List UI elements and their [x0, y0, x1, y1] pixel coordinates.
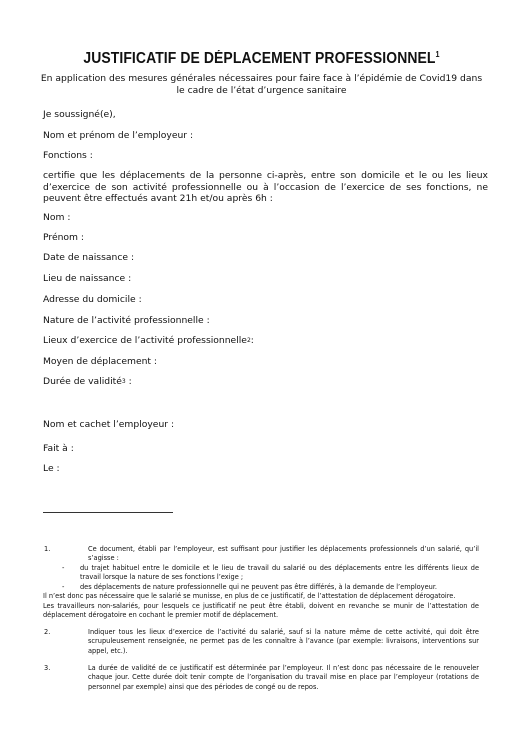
employer-stamp-field: Nom et cachet l’employeur : [43, 419, 175, 430]
work-places-field [43, 335, 488, 347]
work-places-footnote-marker: 2 [246, 337, 251, 344]
activity-nature-field: Nature de l’activité professionnelle : [43, 315, 210, 326]
validity-colon: : [125, 376, 132, 387]
certification-paragraph: certifie que les déplacements de la personne ci-après, entre son domicile et le ou les lieux d’exercice de son activité professionnelle ou à l’occasion de l’exercice de ses fonctions, ne peuvent être effectués avant 21h et/ou après 6h : [43, 170, 488, 205]
date-field: Le : [43, 463, 60, 474]
document-title [26, 50, 497, 68]
functions-field: Fonctions : [43, 150, 93, 161]
work-places-label: Lieux d’exercice de l’activité professionnelle [43, 335, 247, 346]
employer-name-field: Nom et prénom de l’employeur : [43, 130, 194, 141]
birth-place-field: Lieu de naissance : [43, 273, 132, 284]
validity-label: Durée de validité [43, 376, 122, 387]
soussigne-line: Je soussigné(e), [43, 109, 116, 120]
footnote-3-number: 3. [44, 664, 51, 672]
footnote-1-dash-b: - [62, 583, 65, 591]
footnote-1-text: Ce document, établi par l’employeur, est suffisant pour justifier les déplacements professionnels d’un salarié, qu’il s’agisse : [88, 545, 479, 563]
intro-paragraph: En application des mesures générales nécessaires pour faire face à l’épidémie de Covid19 dans le cadre de l’état d’urgence sanitaire [40, 73, 483, 96]
footnote-3-text: La durée de validité de ce justificatif est déterminée par l’employeur. Il n’est donc pas nécessaire de le renouveler chaque jour. Cette durée doit tenir compte de l’organisation du travail mise en place par l’employeur (rotations de personnel par exemple) ainsi que des périodes de congé ou de repos. [88, 664, 479, 691]
title-text: JUSTIFICATIF DE DÉPLACEMENT PROFESSIONNEL [83, 50, 436, 68]
footnote-2-text: Indiquer tous les lieux d’exercice de l’activité du salarié, sauf si la nature même de cette activité, qui doit être scrupuleusement renseignée, ne permet pas de les connaître à l’avance (par exemple: livraisons, interventions sur appel, etc.). [88, 628, 479, 655]
footnote-1-item-a: du trajet habituel entre le domicile et le lieu de travail du salarié ou des déplacements entre les différents lieux de travail lorsque la nature de ses fonctions l’exige ; [80, 564, 479, 582]
footnote-1-item-b: des déplacements de nature professionnelle qui ne peuvent pas être différés, à la demande de l’employeur. [80, 583, 438, 591]
footnote-1-note-c: Il n’est donc pas nécessaire que le salarié se munisse, en plus de ce justificatif, de l’attestation de déplacement dérogatoire. [43, 592, 456, 600]
footnote-1-number: 1. [44, 545, 51, 553]
transport-field: Moyen de déplacement : [43, 356, 158, 367]
footnote-2-number: 2. [44, 628, 51, 636]
footnote-1-note-d: Les travailleurs non-salariés, pour lesquels ce justificatif ne peut être établi, doivent en revanche se munir de l’attestation de déplacement dérogatoire en cochant le premier motif de déplacement. [43, 602, 479, 620]
footnote-1-dash-a: - [62, 564, 65, 572]
home-address-field: Adresse du domicile : [43, 294, 142, 305]
last-name-field: Nom : [43, 212, 71, 223]
validity-footnote-marker: 3 [121, 378, 126, 385]
title-footnote-marker: 1 [435, 50, 440, 59]
work-places-colon: : [250, 335, 254, 346]
footnote-separator [43, 512, 173, 513]
validity-field [43, 376, 488, 388]
first-name-field: Prénom : [43, 232, 85, 243]
place-field: Fait à : [43, 443, 74, 454]
birth-date-field: Date de naissance : [43, 252, 135, 263]
